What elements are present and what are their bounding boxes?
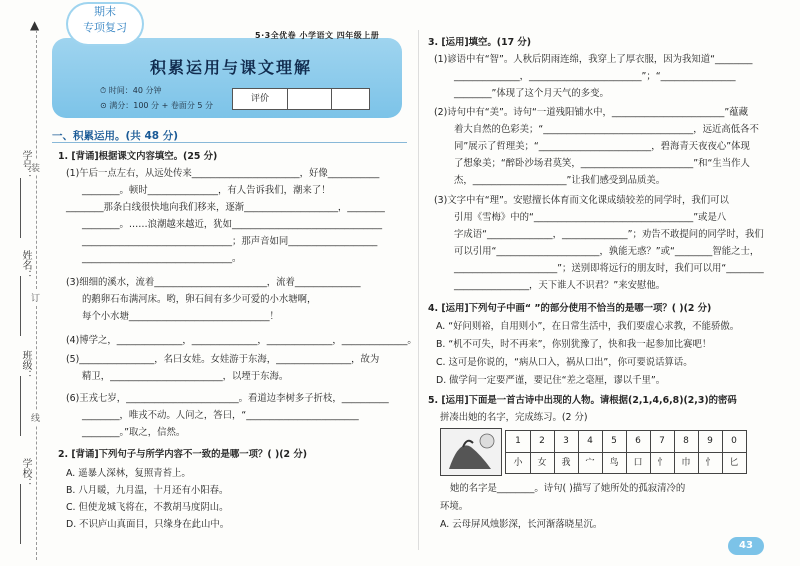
q2-option-b[interactable]: B. 八月暖，九月温，十月还有小阳春。 <box>66 485 229 496</box>
q3-3-line-b: 引用《雪梅》中的“__________________________________”或是八 <box>454 212 727 223</box>
q4-option-c[interactable]: C. 这可是你说的，“病从口入，祸从口出”，你可要说话算话。 <box>436 357 693 368</box>
cipher-number-9: 9 <box>698 431 723 452</box>
q5-answer-line: 她的名字是________。诗句( )描写了她所处的孤寂清冷的 <box>450 483 686 494</box>
cipher-part-8: 巾 <box>674 452 699 474</box>
cipher-number-1: 1 <box>506 431 531 452</box>
q1-3-line-c: 每个小水塘______________________________！ <box>82 311 279 322</box>
binding-strip <box>0 0 46 566</box>
q3-stem: 3. [运用]填空。(17 分) <box>428 37 532 48</box>
q1-6-line-a: (6)王戎七岁，________________________。看道边李树多子折枝，__________ <box>66 393 389 404</box>
q4-option-a[interactable]: A. “好问则裕，自用则小”，在日常生活中，我们要虚心求教，不能骄傲。 <box>436 321 740 332</box>
rating-cell-1[interactable] <box>287 89 332 109</box>
q2-stem: 2. [背诵]下列句子与所学内容不一致的是哪一项？( )(2 分) <box>58 449 307 460</box>
q1-3-line-b: 的鹅卵石布满河床。哟，卵石间有多少可爱的小水塘啊， <box>82 294 317 305</box>
seal-char-1: 装 <box>31 160 40 175</box>
q3-3-line-f: ________________，天下谁人不识君？”来安慰他。 <box>454 280 666 291</box>
q2-option-c[interactable]: C. 但使龙城飞将在，不教胡马度阴山。 <box>66 502 229 513</box>
cipher-part-10: 匕 <box>722 452 746 474</box>
cipher-number-4: 4 <box>578 431 603 452</box>
student-number-label: 学号： <box>20 150 31 180</box>
cipher-part-9: 忄 <box>698 452 723 474</box>
cipher-number-6: 6 <box>626 431 651 452</box>
name-field[interactable] <box>20 276 21 336</box>
q1-1-line-b: ________。顿时_______________，有人告诉我们，潮来了！ <box>82 185 331 196</box>
q1-4-line: (4)博学之，______________，______________，______________，______________。 <box>66 335 417 346</box>
q3-1-line-c: ________”体现了这个月天气的多变。 <box>454 88 609 99</box>
q3-3-line-d: 可以引用“______________________，孰能无惑？”或“________智能之士， <box>454 246 760 257</box>
q1-1-line-d: ________。……浪潮越来越近，犹如________________________________ <box>82 219 383 230</box>
full-score-text: 满分：100 分 + 卷面分 5 分 <box>109 101 214 110</box>
q3-2-line-c: 同”展示了哲理美；“________________________，碧海青天夜夜心”体现 <box>454 141 750 152</box>
q3-3-line-a: (3)文字中有“理”。安慰擅长体育而文化课成绩较差的同学时，我们可以 <box>434 195 729 206</box>
lady-moon-illustration <box>440 428 502 476</box>
q3-2-line-b: 着大自然的色彩美；“________________________________，远近高低各不 <box>454 124 759 135</box>
q5-stem-a: 5. [运用]下面是一首古诗中出现的人物。请根据(2,1,4,6,8)(2,3)的密码 <box>428 395 737 406</box>
badge-line-1: 期末 <box>94 5 116 18</box>
time-limit: ⏱ 时间：40 分钟 <box>100 86 162 95</box>
q2-option-a[interactable]: A. 遥暴人深林，复照青苔上。 <box>66 468 191 479</box>
class-label: 班级： <box>20 350 31 380</box>
q3-2-line-a: (2)诗句中有“美”。诗句“一道残阳铺水中，________________________”蕴藏 <box>434 107 748 118</box>
q1-5-line-a: (5)________________，名曰女娃。女娃游于东海，________________，故为 <box>66 354 380 365</box>
rating-box <box>232 88 370 110</box>
cipher-number-10: 0 <box>731 436 737 446</box>
q1-6-line-b: ________，唯戎不动。人问之，答曰，“________________________ <box>82 410 359 421</box>
seal-char-2: 订 <box>31 290 40 305</box>
rocket-icon: ▲ <box>30 18 40 32</box>
q3-1-line-a: (1)谚语中有“智”。人秋后阴雨连绵，我穿上了厚衣服，因为我知道“________ <box>434 54 753 65</box>
q5-option-a[interactable]: A. 云母屏风烛影深，长河渐落晓星沉。 <box>440 519 603 530</box>
cipher-part-2: 女 <box>530 452 555 474</box>
column-divider <box>418 30 419 550</box>
q5-answer-line-2: 环境。 <box>440 501 469 512</box>
cipher-part-7: 忄 <box>650 452 675 474</box>
cipher-number-8: 8 <box>674 431 699 452</box>
student-number-field[interactable] <box>20 178 21 238</box>
time-text: 时间：40 分钟 <box>108 86 162 95</box>
cipher-part-1: 小 <box>506 452 531 474</box>
illustration-svg <box>441 429 501 475</box>
q1-1-line-f: ________________________________。 <box>82 253 242 264</box>
name-label: 姓名： <box>20 250 31 280</box>
q3-3-line-c: 字成语“______________，______________”；劝告不敢提问的同学时，我们 <box>454 229 764 240</box>
page-title: 积累运用与课文理解 <box>150 58 313 77</box>
series-label: 5·3全优卷 小学语文 四年级上册 <box>255 31 380 40</box>
q1-6-line-c: ________。”取之，信然。 <box>82 427 186 438</box>
q1-5-line-b: 精卫，________________________，以堙于东海。 <box>82 371 289 382</box>
page-number: 43 <box>728 537 764 555</box>
q1-1-line-c: ________那条白线很快地向我们移来，逐渐____________________，________ <box>66 202 385 213</box>
q4-stem: 4. [运用]下列句子中画“ ”的部分使用不恰当的是哪一项？( )(2 分) <box>428 303 712 314</box>
q2-option-d[interactable]: D. 不识庐山真面目，只缘身在此山中。 <box>66 519 230 530</box>
cipher-part-6: 口 <box>626 452 651 474</box>
cipher-table <box>505 430 747 474</box>
rating-label: 评价 <box>233 89 288 109</box>
section-rule <box>52 142 407 143</box>
q3-2-line-e: 杰，____________________”让我们感受到品质美。 <box>454 175 666 186</box>
full-score: ⊙ 满分：100 分 + 卷面分 5 分 <box>100 101 214 110</box>
cipher-number-3: 3 <box>554 431 579 452</box>
badge-line-2: 专项复习 <box>83 21 127 34</box>
review-badge <box>68 4 142 44</box>
q1-1-line-e: ________________________________；那声音如同___________________ <box>82 236 378 247</box>
q1-1-line-a: (1)午后一点左右，从远处传来_______________________，好像___________ <box>66 168 380 179</box>
cipher-part-4: 宀 <box>578 452 603 474</box>
seal-char-3: 线 <box>31 410 40 425</box>
q4-option-d[interactable]: D. 做学问一定要严谨，要记住“差之毫厘，谬以千里”。 <box>436 375 666 386</box>
school-label: 学校： <box>20 458 31 488</box>
cipher-number-7: 7 <box>650 431 675 452</box>
cipher-number-5: 5 <box>602 431 627 452</box>
q3-3-line-e: ______________________”；送别即将远行的朋友时，我们可以用“________ <box>454 263 764 274</box>
q1-3-line-a: (3)细细的溪水，流着________________________，流着______________ <box>66 277 361 288</box>
section-heading: 一、积累运用。(共 48 分) <box>52 130 179 142</box>
cipher-part-5: 鸟 <box>602 452 627 474</box>
school-field[interactable] <box>20 484 21 544</box>
cipher-number-2: 2 <box>530 431 555 452</box>
q3-2-line-d: 了想象美；“醉卧沙场君莫笑，________________________”和“生当作人 <box>454 158 750 169</box>
q1-stem: 1. [背诵]根据课文内容填空。(25 分) <box>58 151 218 162</box>
q5-stem-b: 拼凑出她的名字，完成练习。(2 分) <box>440 412 588 423</box>
cipher-part-3: 我 <box>554 452 579 474</box>
class-field[interactable] <box>20 376 21 436</box>
q4-option-b[interactable]: B. “机不可失，时不再来”，你别犹豫了，快和我一起参加比赛吧！ <box>436 339 712 350</box>
q3-1-line-b: ______________，________________________”；“________________ <box>454 71 736 82</box>
